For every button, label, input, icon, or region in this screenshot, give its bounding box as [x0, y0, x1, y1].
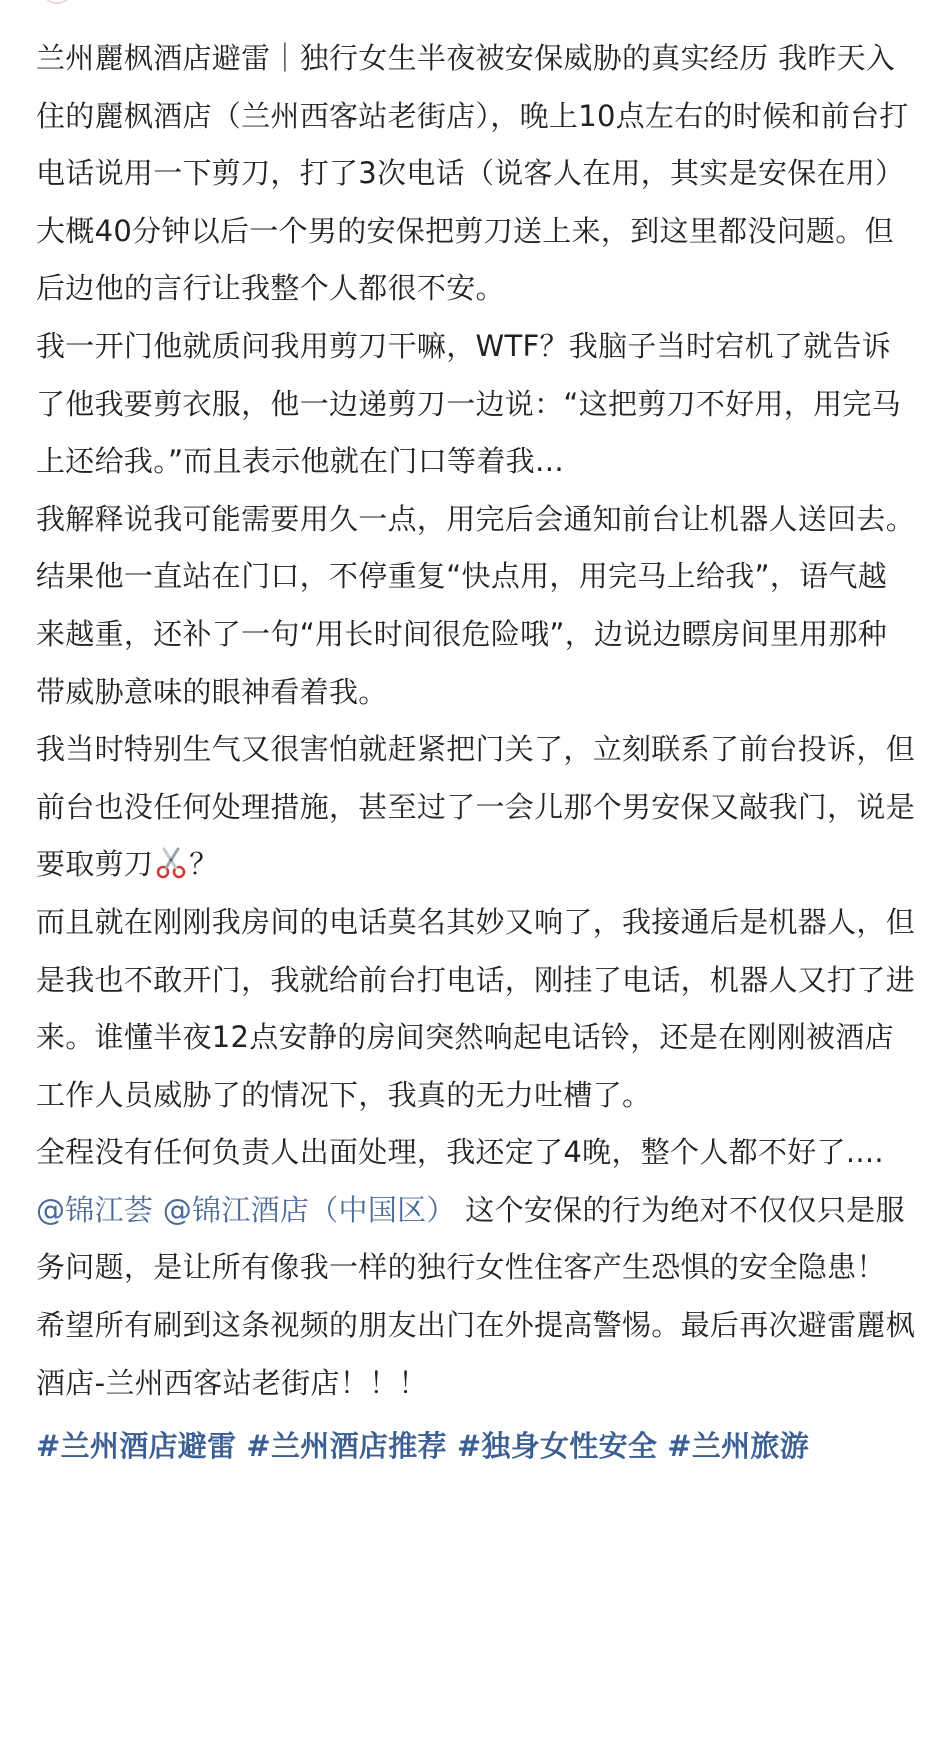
mention-link-jinjianghui[interactable]: @锦江荟	[36, 1192, 154, 1227]
mention-link-jinjiang-hotels-china[interactable]: @锦江酒店（中国区）	[162, 1192, 456, 1227]
hashtag-row	[36, 1418, 916, 1476]
scissors-icon	[155, 842, 187, 876]
complaint-question-mark: ？	[189, 847, 219, 882]
post-paragraph: 我解释说我可能需要用久一点，用完后会通知前台让机器人送回去。	[36, 501, 916, 536]
post-paragraph-mentions	[36, 1182, 916, 1297]
post-paragraph: 我一开门他就质问我用剪刀干嘛，WTF？我脑子当时宕机了就告诉了他我要剪衣服，他一边递剪刀一边说：“这把剪刀不好用，用完马上还给我。”而且表示他就在门口等着我…	[36, 328, 902, 479]
hashtag-lanzhou-hotel-recommend[interactable]: #兰州酒店推荐	[246, 1429, 447, 1464]
post-paragraph: 希望所有刷到这条视频的朋友出门在外提高警惕。最后再次避雷麗枫酒店-兰州西客站老街店！！！	[36, 1308, 916, 1400]
post-paragraph: 兰州麗枫酒店避雷｜独行女生半夜被安保威胁的真实经历 我昨天入住的麗枫酒店（兰州西客站老街店），晚上10点左右的时候和前台打电话说用一下剪刀，打了3次电话（说客人在用，其实是安保在用）大概40分钟以后一个男的安保把剪刀送上来，到这里都没问题。但后边他的言行让我整个人都很不安。	[36, 41, 909, 306]
post-paragraph: 而且就在刚刚我房间的电话莫名其妙又响了，我接通后是机器人，但是我也不敢开门，我就给前台打电话，刚挂了电话，机器人又打了进来。谁懂半夜12点安静的房间突然响起电话铃，还是在刚刚被酒店工作人员威胁了的情况下，我真的无力吐槽了。	[36, 904, 916, 1112]
post-paragraph: 全程没有任何负责人出面处理，我还定了4晚，整个人都不好了....	[36, 1135, 884, 1170]
post-paragraph-complaint	[36, 721, 916, 894]
hashtag-lanzhou-travel[interactable]: #兰州旅游	[667, 1429, 810, 1464]
post-paragraph: 结果他一直站在门口，不停重复“快点用，用完马上给我”，语气越来越重，还补了一句“用长时间很危险哦”，边说边瞟房间里用那种带威胁意味的眼神看着我。	[36, 559, 888, 709]
avatar[interactable]	[40, 0, 74, 4]
hashtag-solo-female-safety[interactable]: #独身女性安全	[456, 1429, 658, 1464]
hashtag-lanzhou-hotel-avoid[interactable]: #兰州酒店避雷	[36, 1429, 237, 1464]
complaint-text: 我当时特别生气又很害怕就赶紧把门关了，立刻联系了前台投诉，但前台也没任何处理措施，甚至过了一会儿那个男安保又敲我门，说是要取剪刀	[36, 732, 916, 882]
post-body	[36, 30, 916, 1476]
mention-followup-text: 这个安保的行为绝对不仅仅只是服务问题，是让所有像我一样的独行女性住客产生恐惧的安全隐患！	[36, 1192, 905, 1285]
